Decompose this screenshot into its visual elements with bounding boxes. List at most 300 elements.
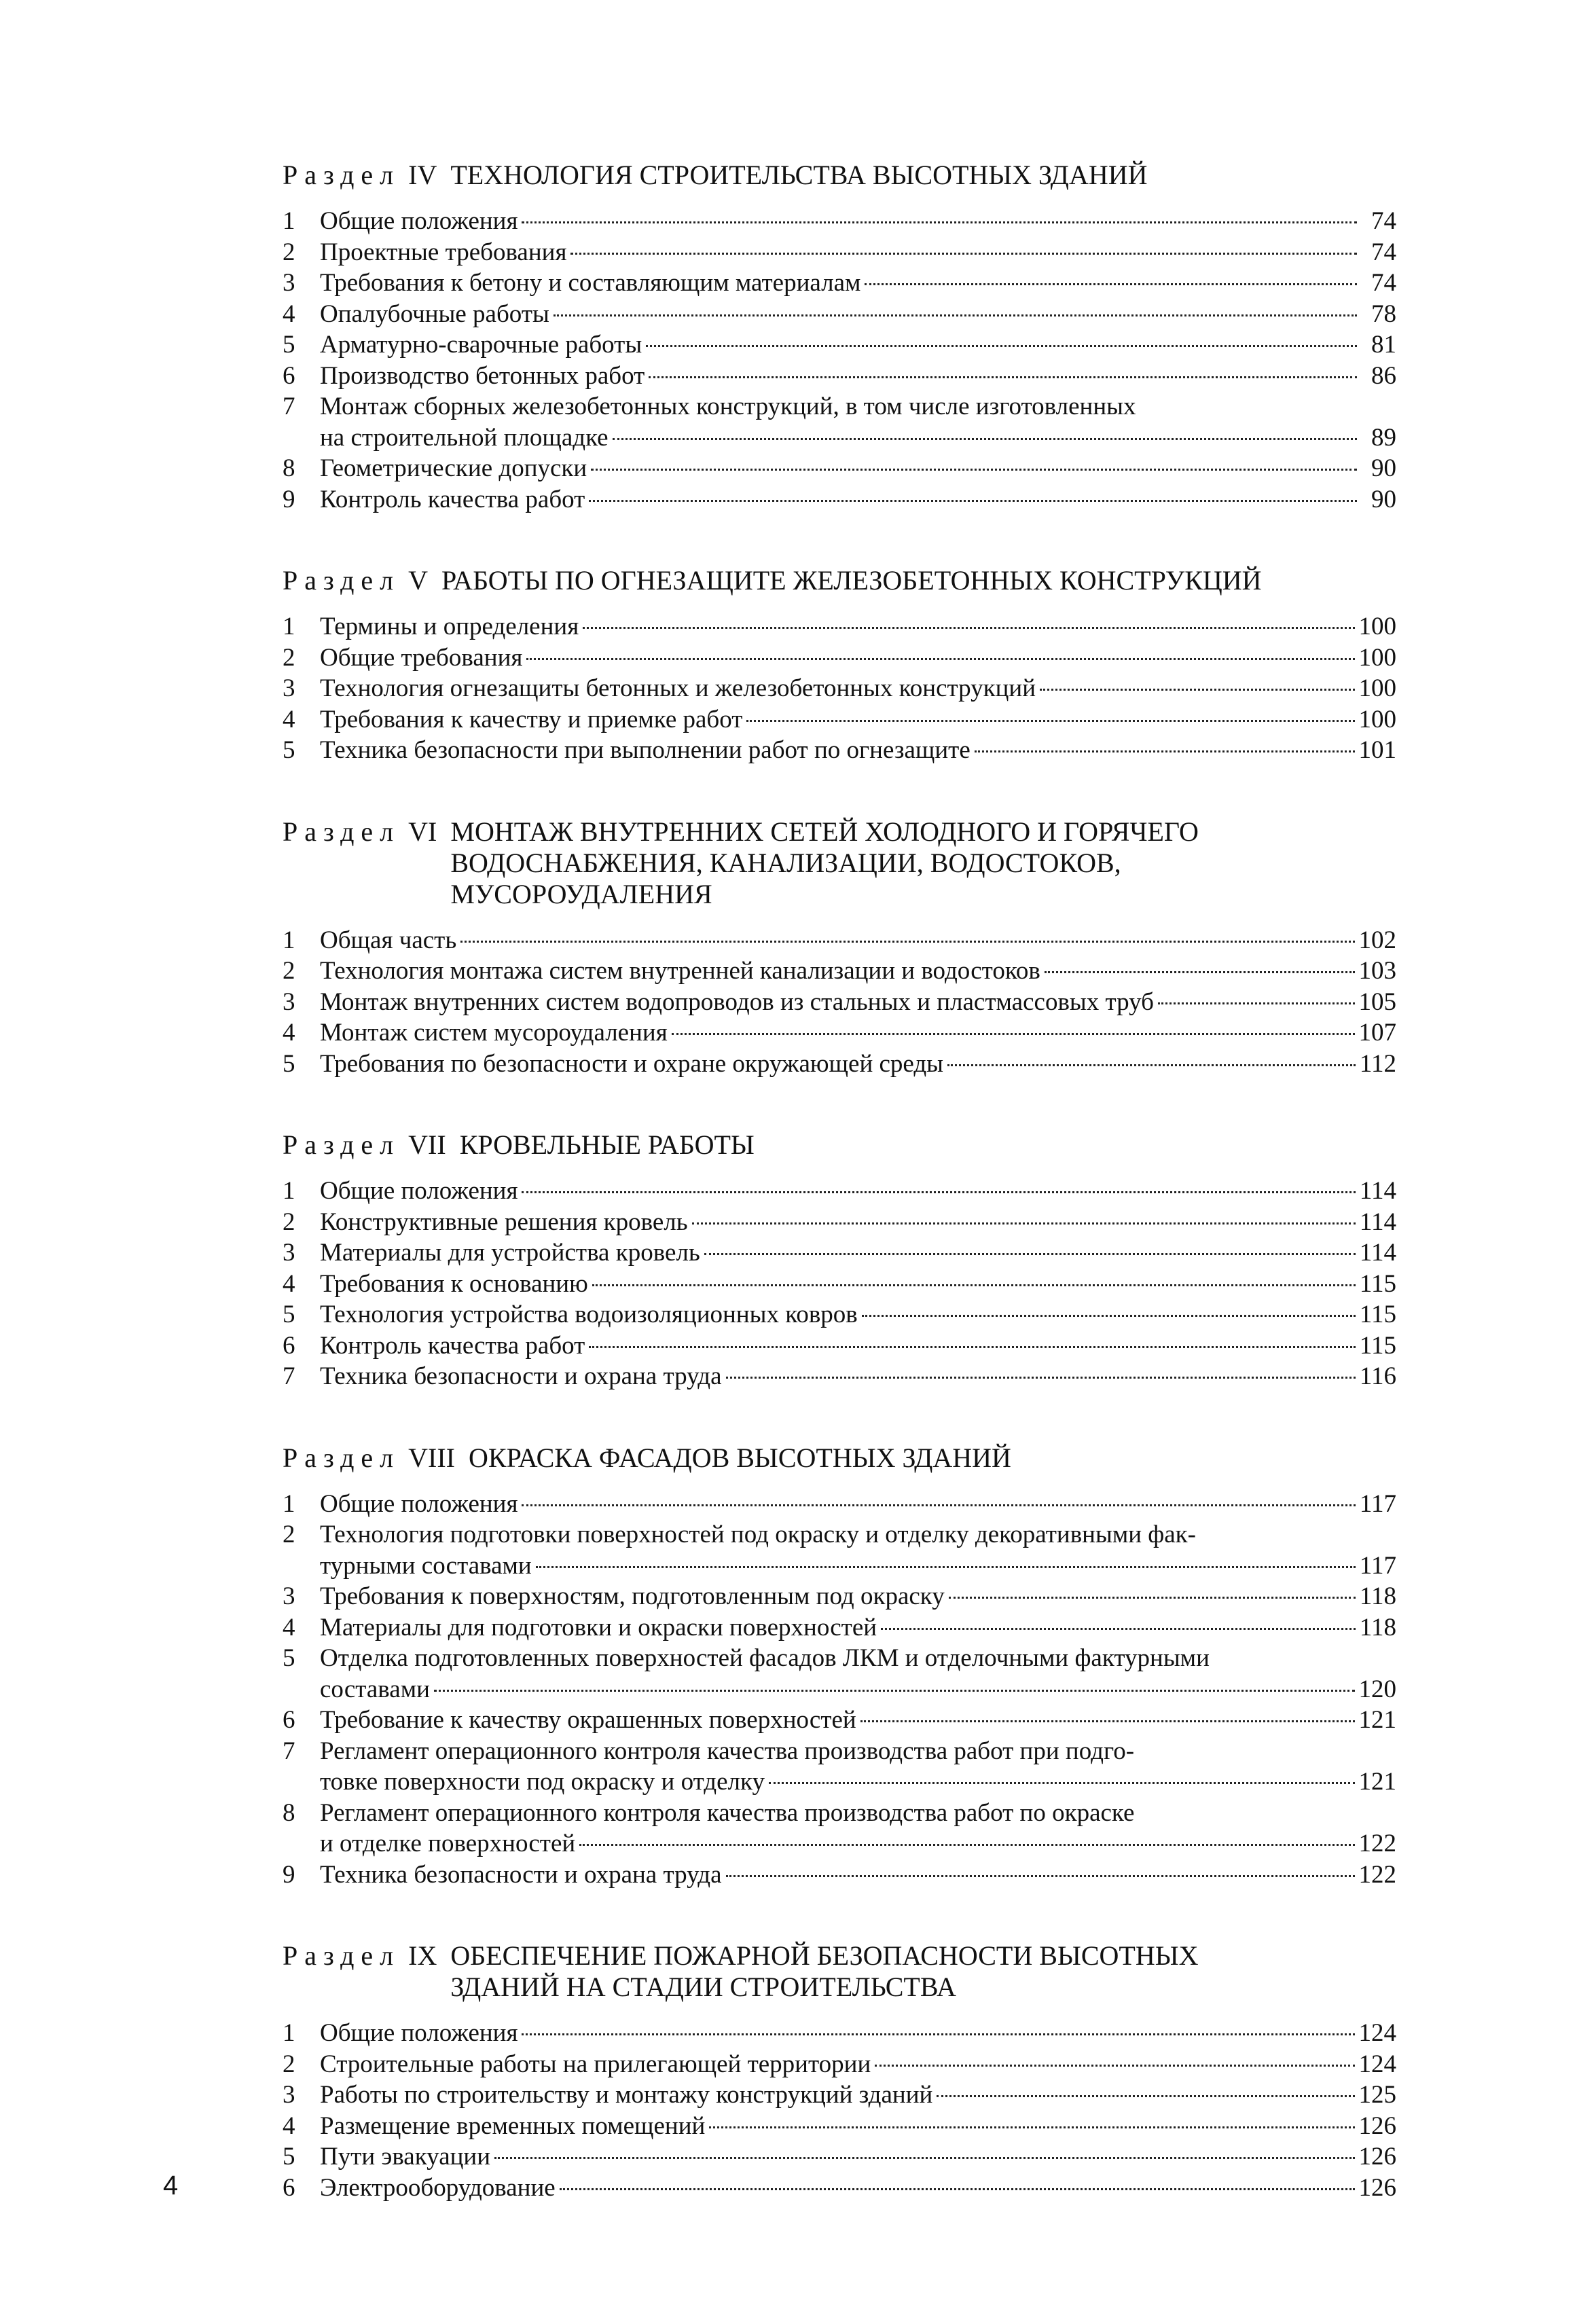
dot-leader: [592, 1284, 1356, 1286]
entry-page: 122: [1358, 1830, 1396, 1857]
entry-text: Требования к бетону и составляющим материалам: [320, 269, 861, 297]
entry-last-line: [320, 642, 1396, 674]
entry-text: Конструктивные решения кровель: [320, 1208, 688, 1236]
toc-entry: [283, 484, 1396, 515]
entry-last-line: [320, 987, 1396, 1018]
entry-number: 4: [283, 1019, 295, 1047]
entry-text-line: Регламент операционного контроля качества производства работ по окраске: [320, 1798, 1135, 1827]
entry-number: 2: [283, 643, 295, 672]
entry-last-line: [320, 206, 1396, 237]
entry-text: Требование к качеству окрашенных поверхностей: [320, 1706, 856, 1734]
dot-leader: [589, 1346, 1356, 1348]
entry-text: Технология устройства водоизоляционных ковров: [320, 1301, 858, 1328]
entry-number: 7: [283, 1362, 295, 1390]
entry-text-line: Регламент операционного контроля качества производства работ при подго-: [320, 1737, 1135, 1765]
entry-last-line: [320, 268, 1396, 299]
entry-page: 89: [1371, 423, 1396, 452]
dot-leader: [522, 2033, 1354, 2035]
entry-page: 114: [1359, 1239, 1396, 1267]
dot-leader: [434, 1690, 1355, 1692]
entry-text: на строительной площадке: [320, 423, 609, 452]
entry-page: 90: [1371, 485, 1396, 513]
entry-body: [320, 2111, 1396, 2142]
entry-number: 1: [283, 613, 295, 640]
entry-last-line: [320, 1207, 1396, 1238]
entry-last-line: [320, 422, 1396, 454]
entry-page: 115: [1359, 1331, 1396, 1360]
dot-leader: [522, 1191, 1355, 1193]
entry-page: 86: [1371, 361, 1396, 390]
entry-text: Опалубочные работы: [320, 300, 549, 328]
entry-number: 5: [283, 1301, 295, 1328]
entry-text: Работы по строительству и монтажу конструкций зданий: [320, 2081, 933, 2109]
entry-page: 126: [1358, 2143, 1396, 2171]
entry-page: 105: [1358, 987, 1396, 1016]
entry-text: Требования к основанию: [320, 1269, 588, 1298]
dot-leader: [726, 1875, 1355, 1877]
toc-entry: [283, 329, 1396, 361]
dot-leader: [526, 658, 1354, 660]
entry-number: 2: [283, 957, 295, 985]
toc-entry: [283, 925, 1396, 956]
entry-page: 74: [1371, 207, 1396, 235]
toc-entry: [283, 2049, 1396, 2080]
entry-body: [320, 1049, 1396, 1080]
entry-page: 115: [1359, 1269, 1396, 1298]
section-heading: [283, 1442, 1396, 1474]
entry-text: и отделке поверхностей: [320, 1830, 576, 1857]
toc-entry: [283, 1237, 1396, 1269]
entry-page: 107: [1358, 1019, 1396, 1047]
entry-text: Технология огнезащиты бетонных и железобетонных конструкций: [320, 674, 1036, 702]
toc-entry: [283, 1705, 1396, 1736]
entry-number: 4: [283, 1269, 295, 1298]
entry-body: [320, 1798, 1396, 1859]
section-title: МОНТАЖ ВНУТРЕННИХ СЕТЕЙ ХОЛОДНОГО И ГОРЯЧЕГО ВОДОСНАБЖЕНИЯ, КАНАЛИЗАЦИИ, ВОДОСТОКОВ, МУСОРОУДАЛЕНИЯ: [450, 816, 1199, 909]
toc-entry: [283, 1612, 1396, 1644]
toc-section: [283, 816, 1396, 1080]
entry-page: 114: [1359, 1177, 1396, 1205]
entry-last-line: [320, 1489, 1396, 1520]
toc-entry: [283, 299, 1396, 330]
dot-leader: [460, 941, 1354, 943]
entry-page: 122: [1358, 1860, 1396, 1889]
entry-number: 3: [283, 1582, 295, 1610]
entry-page: 125: [1358, 2081, 1396, 2109]
entry-body: [320, 1859, 1396, 1891]
dot-leader: [579, 1844, 1354, 1846]
toc-entry: [283, 1176, 1396, 1207]
entry-last-line: [320, 956, 1396, 987]
entry-page: 124: [1358, 2050, 1396, 2078]
entry-page: 100: [1358, 643, 1396, 672]
dot-leader: [692, 1222, 1356, 1224]
entry-page: 117: [1359, 1551, 1396, 1580]
dot-leader: [1158, 1002, 1355, 1004]
entry-text: Контроль качества работ: [320, 1331, 585, 1360]
entry-number: 3: [283, 1239, 295, 1267]
entry-body: [320, 2173, 1396, 2204]
entry-text: Общие требования: [320, 643, 523, 672]
section-word: Раздел: [283, 1129, 401, 1160]
entry-text: турными составами: [320, 1551, 532, 1580]
dot-leader: [570, 253, 1357, 255]
entry-number: 6: [283, 2173, 295, 2202]
entry-last-line: [320, 299, 1396, 330]
entry-page: 115: [1359, 1301, 1396, 1328]
toc-entry: [283, 1859, 1396, 1891]
entry-last-line: [320, 237, 1396, 268]
entry-number: 9: [283, 1860, 295, 1889]
entry-last-line: [320, 1049, 1396, 1080]
section-heading: [283, 565, 1396, 596]
dot-leader: [494, 2157, 1354, 2159]
entry-body: [320, 642, 1396, 674]
dot-leader: [536, 1566, 1356, 1568]
dot-leader: [646, 345, 1357, 347]
entry-page: 78: [1371, 300, 1396, 328]
entry-last-line: [320, 2080, 1396, 2111]
table-of-contents: [283, 160, 1396, 2253]
entry-text-line: Монтаж сборных железобетонных конструкций, в том числе изготовленных: [320, 393, 1136, 420]
dot-leader: [769, 1782, 1355, 1784]
entry-body: [320, 361, 1396, 392]
toc-entry: [283, 704, 1396, 736]
section-word: Раздел: [283, 1940, 401, 1971]
entry-last-line: [320, 1269, 1396, 1300]
dot-leader: [591, 469, 1357, 471]
section-heading: [283, 816, 1396, 910]
toc-entry: [283, 987, 1396, 1018]
entry-page: 118: [1359, 1582, 1396, 1610]
entry-text: Монтаж внутренних систем водопроводов из стальных и пластмассовых труб: [320, 987, 1154, 1016]
entry-last-line: [320, 1361, 1396, 1392]
dot-leader: [522, 1504, 1355, 1506]
entry-body: [320, 2141, 1396, 2173]
toc-entry: [283, 735, 1396, 766]
entry-last-line: [320, 1299, 1396, 1330]
dot-leader: [746, 720, 1354, 722]
entry-number: 6: [283, 361, 295, 390]
entry-last-line: [320, 1766, 1396, 1798]
toc-entry: [283, 2111, 1396, 2142]
entry-page: 100: [1358, 613, 1396, 640]
toc-entry: [283, 361, 1396, 392]
dot-leader: [704, 1253, 1356, 1255]
entry-last-line: [320, 2141, 1396, 2173]
entry-text: товке поверхности под окраску и отделку: [320, 1768, 765, 1796]
entry-last-line: [320, 329, 1396, 361]
entry-body: [320, 268, 1396, 299]
toc-entry: [283, 268, 1396, 299]
entry-text: Размещение временных помещений: [320, 2111, 706, 2140]
entry-page: 90: [1371, 454, 1396, 482]
entry-body: [320, 925, 1396, 956]
entry-body: [320, 987, 1396, 1018]
entry-last-line: [320, 2018, 1396, 2049]
entry-body: [320, 1581, 1396, 1612]
entry-text: Геометрические допуски: [320, 454, 587, 482]
entry-last-line: [320, 1330, 1396, 1362]
section-number: IX: [408, 1940, 437, 1971]
entry-page: 102: [1358, 926, 1396, 954]
toc-entry: [283, 453, 1396, 484]
section-title: ОБЕСПЕЧЕНИЕ ПОЖАРНОЙ БЕЗОПАСНОСТИ ВЫСОТНЫХ ЗДАНИЙ НА СТАДИИ СТРОИТЕЛЬСТВА: [450, 1940, 1199, 2002]
entry-body: [320, 1643, 1396, 1705]
entry-body: [320, 1237, 1396, 1269]
entry-body: [320, 484, 1396, 515]
entry-text: Арматурно-сварочные работы: [320, 331, 642, 359]
toc-entry: [283, 956, 1396, 987]
toc-entry: [283, 1207, 1396, 1238]
toc-entry: [283, 1519, 1396, 1581]
entry-number: 5: [283, 2143, 295, 2171]
entry-body: [320, 206, 1396, 237]
entry-number: 7: [283, 1737, 295, 1765]
entry-page: 114: [1359, 1208, 1396, 1236]
entry-text: Материалы для устройства кровель: [320, 1239, 700, 1267]
entry-page: 74: [1371, 238, 1396, 266]
dot-leader: [726, 1377, 1356, 1379]
section-heading: [283, 160, 1396, 191]
dot-leader: [613, 438, 1357, 440]
entry-body: [320, 237, 1396, 268]
section-word: Раздел: [283, 816, 401, 847]
entry-text: Производство бетонных работ: [320, 361, 645, 390]
dot-leader: [554, 314, 1357, 316]
entry-text: Общие положения: [320, 2019, 518, 2047]
entry-text: Контроль качества работ: [320, 485, 585, 513]
toc-entry: [283, 1798, 1396, 1859]
toc-entry: [283, 1269, 1396, 1300]
entry-body: [320, 1705, 1396, 1736]
entry-number: 4: [283, 300, 295, 328]
section-word: Раздел: [283, 1442, 401, 1473]
entry-text: Строительные работы на прилегающей территории: [320, 2050, 871, 2078]
entry-last-line: [320, 2049, 1396, 2080]
toc-entry: [283, 391, 1396, 453]
dot-leader: [560, 2188, 1355, 2190]
entry-number: 2: [283, 1208, 295, 1236]
entry-number: 5: [283, 1644, 295, 1672]
entry-text: Электрооборудование: [320, 2173, 556, 2202]
entry-last-line: [320, 1237, 1396, 1269]
entry-last-line: [320, 2173, 1396, 2204]
entry-body: [320, 2080, 1396, 2111]
entry-body: [320, 1612, 1396, 1644]
entry-body: [320, 2049, 1396, 2080]
entry-text: Общие положения: [320, 1489, 518, 1518]
toc-entry: [283, 1361, 1396, 1392]
entry-text-line: Отделка подготовленных поверхностей фасадов ЛКМ и отделочными фактурными: [320, 1644, 1210, 1672]
section-number: VIII: [408, 1442, 456, 1473]
entry-last-line: [320, 484, 1396, 515]
section-title: КРОВЕЛЬНЫЕ РАБОТЫ: [459, 1129, 755, 1160]
entry-last-line: [320, 361, 1396, 392]
entry-number: 1: [283, 926, 295, 954]
entry-body: [320, 453, 1396, 484]
entry-page: 100: [1358, 674, 1396, 702]
entry-text: Проектные требования: [320, 238, 567, 266]
entry-last-line: [320, 1017, 1396, 1049]
toc-entry: [283, 1049, 1396, 1080]
dot-leader: [1045, 971, 1355, 973]
toc-entry: [283, 2141, 1396, 2173]
entry-number: 2: [283, 1521, 295, 1548]
toc-entry: [283, 1299, 1396, 1330]
dot-leader: [589, 500, 1357, 502]
entry-number: 3: [283, 987, 295, 1016]
entry-number: 5: [283, 1049, 295, 1078]
section-word: Раздел: [283, 160, 401, 190]
entry-page: 120: [1358, 1675, 1396, 1703]
entry-last-line: [320, 1674, 1396, 1705]
entry-number: 8: [283, 1798, 295, 1827]
toc-entry: [283, 206, 1396, 237]
entry-page: 117: [1359, 1489, 1396, 1518]
entry-page: 116: [1359, 1362, 1396, 1390]
entry-number: 4: [283, 1613, 295, 1641]
entry-body: [320, 2018, 1396, 2049]
entry-body: [320, 1736, 1396, 1798]
section-number: VI: [408, 816, 437, 847]
entry-text: Требования к качеству и приемке работ: [320, 705, 743, 733]
entry-number: 2: [283, 238, 295, 266]
entry-last-line: [320, 611, 1396, 642]
toc-section: [283, 160, 1396, 515]
entry-page: 118: [1359, 1613, 1396, 1641]
entry-page: 126: [1358, 2173, 1396, 2202]
entry-last-line: [320, 673, 1396, 704]
toc-section: [283, 565, 1396, 766]
dot-leader: [583, 627, 1354, 629]
toc-entry: [283, 1736, 1396, 1798]
toc-entry: [283, 1581, 1396, 1612]
entry-text: Термины и определения: [320, 613, 579, 640]
dot-leader: [860, 1720, 1355, 1722]
entry-last-line: [320, 2111, 1396, 2142]
entry-number: 1: [283, 207, 295, 235]
entry-text: Техника безопасности и охрана труда: [320, 1362, 722, 1390]
entry-page: 74: [1371, 269, 1396, 297]
toc-section: [283, 1129, 1396, 1392]
entry-number: 3: [283, 269, 295, 297]
toc-entry: [283, 1489, 1396, 1520]
entry-text: Общие положения: [320, 207, 518, 235]
dot-leader: [881, 1628, 1356, 1630]
entry-number: 2: [283, 2050, 295, 2078]
entry-body: [320, 673, 1396, 704]
dot-leader: [862, 1315, 1356, 1317]
toc-section: [283, 1940, 1396, 2203]
entry-page: 112: [1359, 1049, 1396, 1078]
entry-last-line: [320, 1176, 1396, 1207]
dot-leader: [1040, 689, 1354, 691]
entry-text: Требования по безопасности и охране окружающей среды: [320, 1049, 944, 1078]
dot-leader: [522, 221, 1357, 223]
page-number: 4: [163, 2171, 179, 2200]
entry-body: [320, 1269, 1396, 1300]
toc-entry: [283, 2080, 1396, 2111]
toc-section: [283, 1442, 1396, 1891]
entry-number: 6: [283, 1706, 295, 1734]
entry-number: 1: [283, 1177, 295, 1205]
entry-number: 6: [283, 1331, 295, 1360]
entry-text: Технология монтажа систем внутренней канализации и водостоков: [320, 957, 1040, 985]
dot-leader: [947, 1064, 1356, 1066]
entry-number: 5: [283, 736, 295, 764]
entry-number: 7: [283, 393, 295, 420]
entry-body: [320, 956, 1396, 987]
entry-text: Общие положения: [320, 1177, 518, 1205]
section-title: ОКРАСКА ФАСАДОВ ВЫСОТНЫХ ЗДАНИЙ: [469, 1442, 1011, 1473]
entry-text: Материалы для подготовки и окраски поверхностей: [320, 1613, 877, 1641]
entry-text: Техника безопасности при выполнении работ по огнезащите: [320, 736, 971, 764]
entry-page: 126: [1358, 2111, 1396, 2140]
entry-number: 1: [283, 2019, 295, 2047]
entry-last-line: [320, 1581, 1396, 1612]
section-number: V: [408, 565, 429, 596]
entry-last-line: [320, 925, 1396, 956]
section-word: Раздел: [283, 565, 401, 596]
toc-entry: [283, 1330, 1396, 1362]
entry-body: [320, 299, 1396, 330]
entry-page: 121: [1358, 1706, 1396, 1734]
entry-number: 4: [283, 2111, 295, 2140]
entry-number: 8: [283, 454, 295, 482]
entry-body: [320, 1299, 1396, 1330]
dot-leader: [649, 376, 1357, 378]
entry-last-line: [320, 1705, 1396, 1736]
toc-entry: [283, 1017, 1396, 1049]
entry-body: [320, 1361, 1396, 1392]
section-title: РАБОТЫ ПО ОГНЕЗАЩИТЕ ЖЕЛЕЗОБЕТОННЫХ КОНСТРУКЦИЙ: [441, 565, 1262, 596]
entry-body: [320, 1176, 1396, 1207]
toc-entry: [283, 642, 1396, 674]
entry-number: 3: [283, 674, 295, 702]
entry-page: 121: [1358, 1768, 1396, 1796]
entry-page: 124: [1358, 2019, 1396, 2047]
entry-body: [320, 1519, 1396, 1581]
entry-text: составами: [320, 1675, 430, 1703]
entry-number: 9: [283, 485, 295, 513]
dot-leader: [937, 2095, 1354, 2097]
dot-leader: [975, 750, 1355, 752]
dot-leader: [865, 283, 1357, 285]
entry-body: [320, 1489, 1396, 1520]
dot-leader: [709, 2126, 1354, 2128]
toc-entry: [283, 1643, 1396, 1705]
entry-last-line: [320, 704, 1396, 736]
entry-body: [320, 611, 1396, 642]
entry-last-line: [320, 453, 1396, 484]
entry-number: 4: [283, 705, 295, 733]
entry-text: Монтаж систем мусороудаления: [320, 1019, 668, 1047]
entry-page: 101: [1358, 736, 1396, 764]
entry-last-line: [320, 1859, 1396, 1891]
entry-last-line: [320, 1612, 1396, 1644]
section-heading: [283, 1940, 1396, 2003]
entry-page: 103: [1358, 957, 1396, 985]
entry-body: [320, 1207, 1396, 1238]
toc-entry: [283, 673, 1396, 704]
entry-text-line: Технология подготовки поверхностей под окраску и отделку декоративными фак-: [320, 1521, 1196, 1548]
entry-body: [320, 329, 1396, 361]
entry-text: Общая часть: [320, 926, 457, 954]
entry-last-line: [320, 735, 1396, 766]
dot-leader: [949, 1597, 1356, 1599]
section-number: IV: [408, 160, 437, 190]
